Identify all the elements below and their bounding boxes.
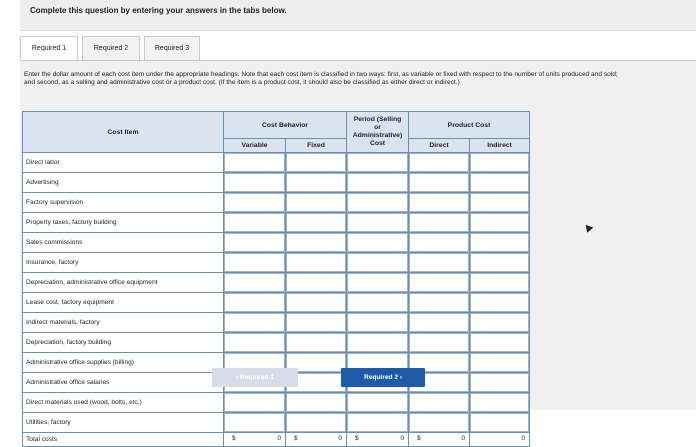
cost-item-label: Direct materials used (wood, bolts, etc.) — [23, 393, 224, 413]
variable-cell — [224, 193, 286, 213]
fixed-cell — [286, 153, 347, 173]
direct-input[interactable] — [409, 233, 469, 252]
cost-item-label: Depreciation, administrative office equipment — [23, 273, 224, 293]
indirect-cell — [470, 313, 530, 333]
indirect-cell — [470, 213, 530, 233]
fixed-cell — [286, 393, 347, 413]
currency-symbol: $ — [417, 435, 421, 442]
table-row — [23, 293, 530, 313]
direct-input[interactable] — [409, 313, 469, 332]
period-cell — [347, 253, 409, 273]
chevron-right-icon: › — [399, 374, 403, 381]
fixed-cell — [286, 273, 347, 293]
direct-cell — [409, 293, 470, 313]
table-row — [23, 173, 530, 193]
indirect-input[interactable] — [470, 253, 529, 272]
variable-input[interactable] — [224, 193, 285, 212]
fixed-input[interactable] — [286, 233, 346, 252]
fixed-cell — [286, 233, 347, 253]
total-variable-value: 0 — [277, 435, 281, 442]
fixed-cell — [286, 313, 347, 333]
period-input[interactable] — [347, 313, 408, 332]
currency-symbol: $ — [355, 435, 359, 442]
header-period-cost — [347, 112, 409, 153]
variable-input[interactable] — [224, 273, 285, 292]
direct-cell — [409, 333, 470, 353]
tab-required-1[interactable]: Required 1 — [20, 36, 78, 61]
cost-item-label: Utilities, factory — [23, 413, 224, 433]
direct-input[interactable] — [409, 213, 469, 232]
variable-input[interactable] — [224, 213, 285, 232]
header-period-line1: Period (Selling — [353, 116, 402, 123]
fixed-cell — [286, 193, 347, 213]
period-input[interactable] — [347, 193, 408, 212]
fixed-input[interactable] — [286, 313, 346, 332]
variable-cell — [224, 313, 286, 333]
direct-cell — [409, 413, 470, 433]
indirect-cell — [470, 253, 530, 273]
direct-input[interactable] — [409, 253, 469, 272]
direct-cell — [409, 233, 470, 253]
period-cell — [347, 333, 409, 353]
fixed-input[interactable] — [286, 153, 346, 172]
period-cell — [347, 313, 409, 333]
direct-cell — [409, 213, 470, 233]
indirect-cell — [470, 373, 530, 393]
variable-input[interactable] — [224, 393, 285, 412]
total-direct-value: 0 — [461, 435, 465, 442]
cost-item-label: Sales commissions — [23, 233, 224, 253]
table-row — [23, 253, 530, 273]
indirect-input[interactable] — [470, 293, 529, 312]
table-row — [23, 273, 530, 293]
direct-cell — [409, 173, 470, 193]
direct-input[interactable] — [409, 173, 469, 192]
fixed-cell — [286, 293, 347, 313]
period-input[interactable] — [347, 273, 408, 292]
variable-cell — [224, 273, 286, 293]
variable-input[interactable] — [224, 253, 285, 272]
indirect-cell — [470, 153, 530, 173]
period-cell — [347, 233, 409, 253]
header-product-cost: Product Cost — [409, 112, 530, 139]
table-row — [23, 313, 530, 333]
period-cell — [347, 273, 409, 293]
period-input[interactable] — [347, 293, 408, 312]
period-cell — [347, 393, 409, 413]
fixed-input[interactable] — [286, 193, 346, 212]
indirect-input[interactable] — [470, 353, 529, 372]
period-input[interactable] — [347, 413, 408, 432]
variable-input[interactable] — [224, 153, 285, 172]
direct-cell — [409, 153, 470, 173]
variable-input[interactable] — [224, 173, 285, 192]
direct-cell — [409, 313, 470, 333]
header-period-line4: Cost — [369, 140, 386, 147]
cost-item-label: Property taxes, factory building — [23, 213, 224, 233]
header-cost-item: Cost Item — [23, 112, 224, 153]
currency-symbol: $ — [294, 435, 298, 442]
fixed-input[interactable] — [286, 413, 346, 432]
table-row — [23, 193, 530, 213]
total-period-value: 0 — [400, 435, 404, 442]
fixed-cell — [286, 413, 347, 433]
variable-input[interactable] — [224, 293, 285, 312]
variable-cell — [224, 213, 286, 233]
table-row — [23, 213, 530, 233]
variable-input[interactable] — [224, 333, 285, 352]
fixed-input[interactable] — [286, 293, 346, 312]
total-indirect-value: 0 — [521, 435, 525, 442]
direct-input[interactable] — [409, 293, 469, 312]
fixed-input[interactable] — [286, 273, 346, 292]
header-indirect: Indirect — [470, 139, 530, 153]
indirect-cell — [470, 393, 530, 413]
fixed-cell — [286, 333, 347, 353]
variable-cell — [224, 233, 286, 253]
indirect-input[interactable] — [470, 313, 529, 332]
indirect-cell — [470, 273, 530, 293]
indirect-cell — [470, 413, 530, 433]
previous-button[interactable] — [212, 368, 298, 387]
fixed-input[interactable] — [286, 333, 346, 352]
total-direct — [409, 433, 470, 447]
fixed-input[interactable] — [286, 213, 346, 232]
period-input[interactable] — [347, 153, 408, 172]
currency-symbol: $ — [232, 435, 236, 442]
previous-button-label: Required 1 — [239, 374, 275, 381]
direct-cell — [409, 393, 470, 413]
direct-input[interactable] — [409, 193, 469, 212]
total-fixed — [286, 433, 347, 447]
fixed-cell — [286, 253, 347, 273]
indirect-cell — [470, 293, 530, 313]
variable-cell — [224, 153, 286, 173]
indirect-cell — [470, 353, 530, 373]
total-period — [347, 433, 409, 447]
header-cost-behavior: Cost Behavior — [224, 112, 347, 139]
table-row — [23, 413, 530, 433]
tab-required-2[interactable]: Required 2 — [82, 36, 140, 60]
header-period-line2: or — [374, 124, 381, 131]
direct-input[interactable] — [409, 273, 469, 292]
direct-input[interactable] — [409, 413, 469, 432]
total-variable — [224, 433, 286, 447]
table-row — [23, 153, 530, 173]
total-indirect — [470, 433, 530, 447]
next-button-label: Required 2 — [363, 374, 399, 381]
variable-input[interactable] — [224, 233, 285, 252]
variable-cell — [224, 413, 286, 433]
cost-item-label: Administrative office supplies (billing) — [23, 353, 224, 373]
total-fixed-value: 0 — [338, 435, 342, 442]
header-fixed: Fixed — [286, 139, 347, 153]
total-costs-label: Total costs — [23, 433, 224, 447]
table-row — [23, 333, 530, 353]
direct-input[interactable] — [409, 393, 469, 412]
instruction-banner — [20, 0, 696, 31]
table-body — [23, 153, 530, 433]
table-row — [23, 393, 530, 413]
indirect-input[interactable] — [470, 193, 529, 212]
period-cell — [347, 153, 409, 173]
chevron-left-icon: ‹ — [235, 374, 239, 381]
variable-cell — [224, 393, 286, 413]
header-direct: Direct — [409, 139, 470, 153]
fixed-input[interactable] — [286, 253, 346, 272]
fixed-cell — [286, 173, 347, 193]
period-input[interactable] — [347, 333, 408, 352]
indirect-cell — [470, 193, 530, 213]
indirect-cell — [470, 333, 530, 353]
header-variable: Variable — [224, 139, 286, 153]
variable-input[interactable] — [224, 313, 285, 332]
indirect-input[interactable] — [470, 273, 529, 292]
indirect-input[interactable] — [470, 373, 529, 392]
cost-item-label: Indirect materials, factory — [23, 313, 224, 333]
indirect-cell — [470, 233, 530, 253]
fixed-input[interactable] — [286, 393, 346, 412]
indirect-input[interactable] — [470, 213, 529, 232]
cost-item-label: Depreciation, factory building — [23, 333, 224, 353]
tab-required-3[interactable]: Required 3 — [144, 36, 200, 60]
direct-cell — [409, 273, 470, 293]
cost-item-label: Administrative office salaries — [23, 373, 224, 393]
period-cell — [347, 193, 409, 213]
indirect-input[interactable] — [470, 153, 529, 172]
next-button[interactable] — [341, 368, 425, 387]
indirect-input[interactable] — [470, 173, 529, 192]
variable-cell — [224, 253, 286, 273]
period-input[interactable] — [347, 233, 408, 252]
direct-input[interactable] — [409, 333, 469, 352]
period-cell — [347, 413, 409, 433]
direct-cell — [409, 253, 470, 273]
fixed-cell — [286, 213, 347, 233]
header-period-line3: Administrative) — [352, 132, 403, 139]
period-input[interactable] — [347, 253, 408, 272]
period-input[interactable] — [347, 393, 408, 412]
period-cell — [347, 173, 409, 193]
total-costs-row — [23, 433, 530, 447]
banner-text: Complete this question by entering your answers in the tabs below. — [30, 6, 287, 15]
direct-input[interactable] — [409, 153, 469, 172]
variable-cell — [224, 333, 286, 353]
period-cell — [347, 213, 409, 233]
instructions-text: Enter the dollar amount of each cost item under the appropriate headings. Note that each cost item is classified in two ways: first, as variable or fixed with respect to the number of units produced and sold; and second, as a selling and administrative cost or a product cost. (If the item is a product cost, it should also be classified as either direct or indirect.) — [24, 71, 618, 86]
indirect-input[interactable] — [470, 333, 529, 352]
cost-classification-table — [22, 111, 530, 447]
cost-item-label: Factory supervision — [23, 193, 224, 213]
indirect-cell — [470, 173, 530, 193]
cost-item-label: Direct labor — [23, 153, 224, 173]
variable-cell — [224, 293, 286, 313]
cost-item-label: Advertising — [23, 173, 224, 193]
fixed-input[interactable] — [286, 173, 346, 192]
variable-cell — [224, 173, 286, 193]
period-input[interactable] — [347, 173, 408, 192]
cost-item-label: Lease cost, factory equipment — [23, 293, 224, 313]
variable-input[interactable] — [224, 413, 285, 432]
direct-cell — [409, 193, 470, 213]
cost-item-label: Insurance, factory — [23, 253, 224, 273]
indirect-input[interactable] — [470, 393, 529, 412]
period-cell — [347, 293, 409, 313]
period-input[interactable] — [347, 213, 408, 232]
table-row — [23, 233, 530, 253]
indirect-input[interactable] — [470, 413, 529, 432]
indirect-input[interactable] — [470, 233, 529, 252]
